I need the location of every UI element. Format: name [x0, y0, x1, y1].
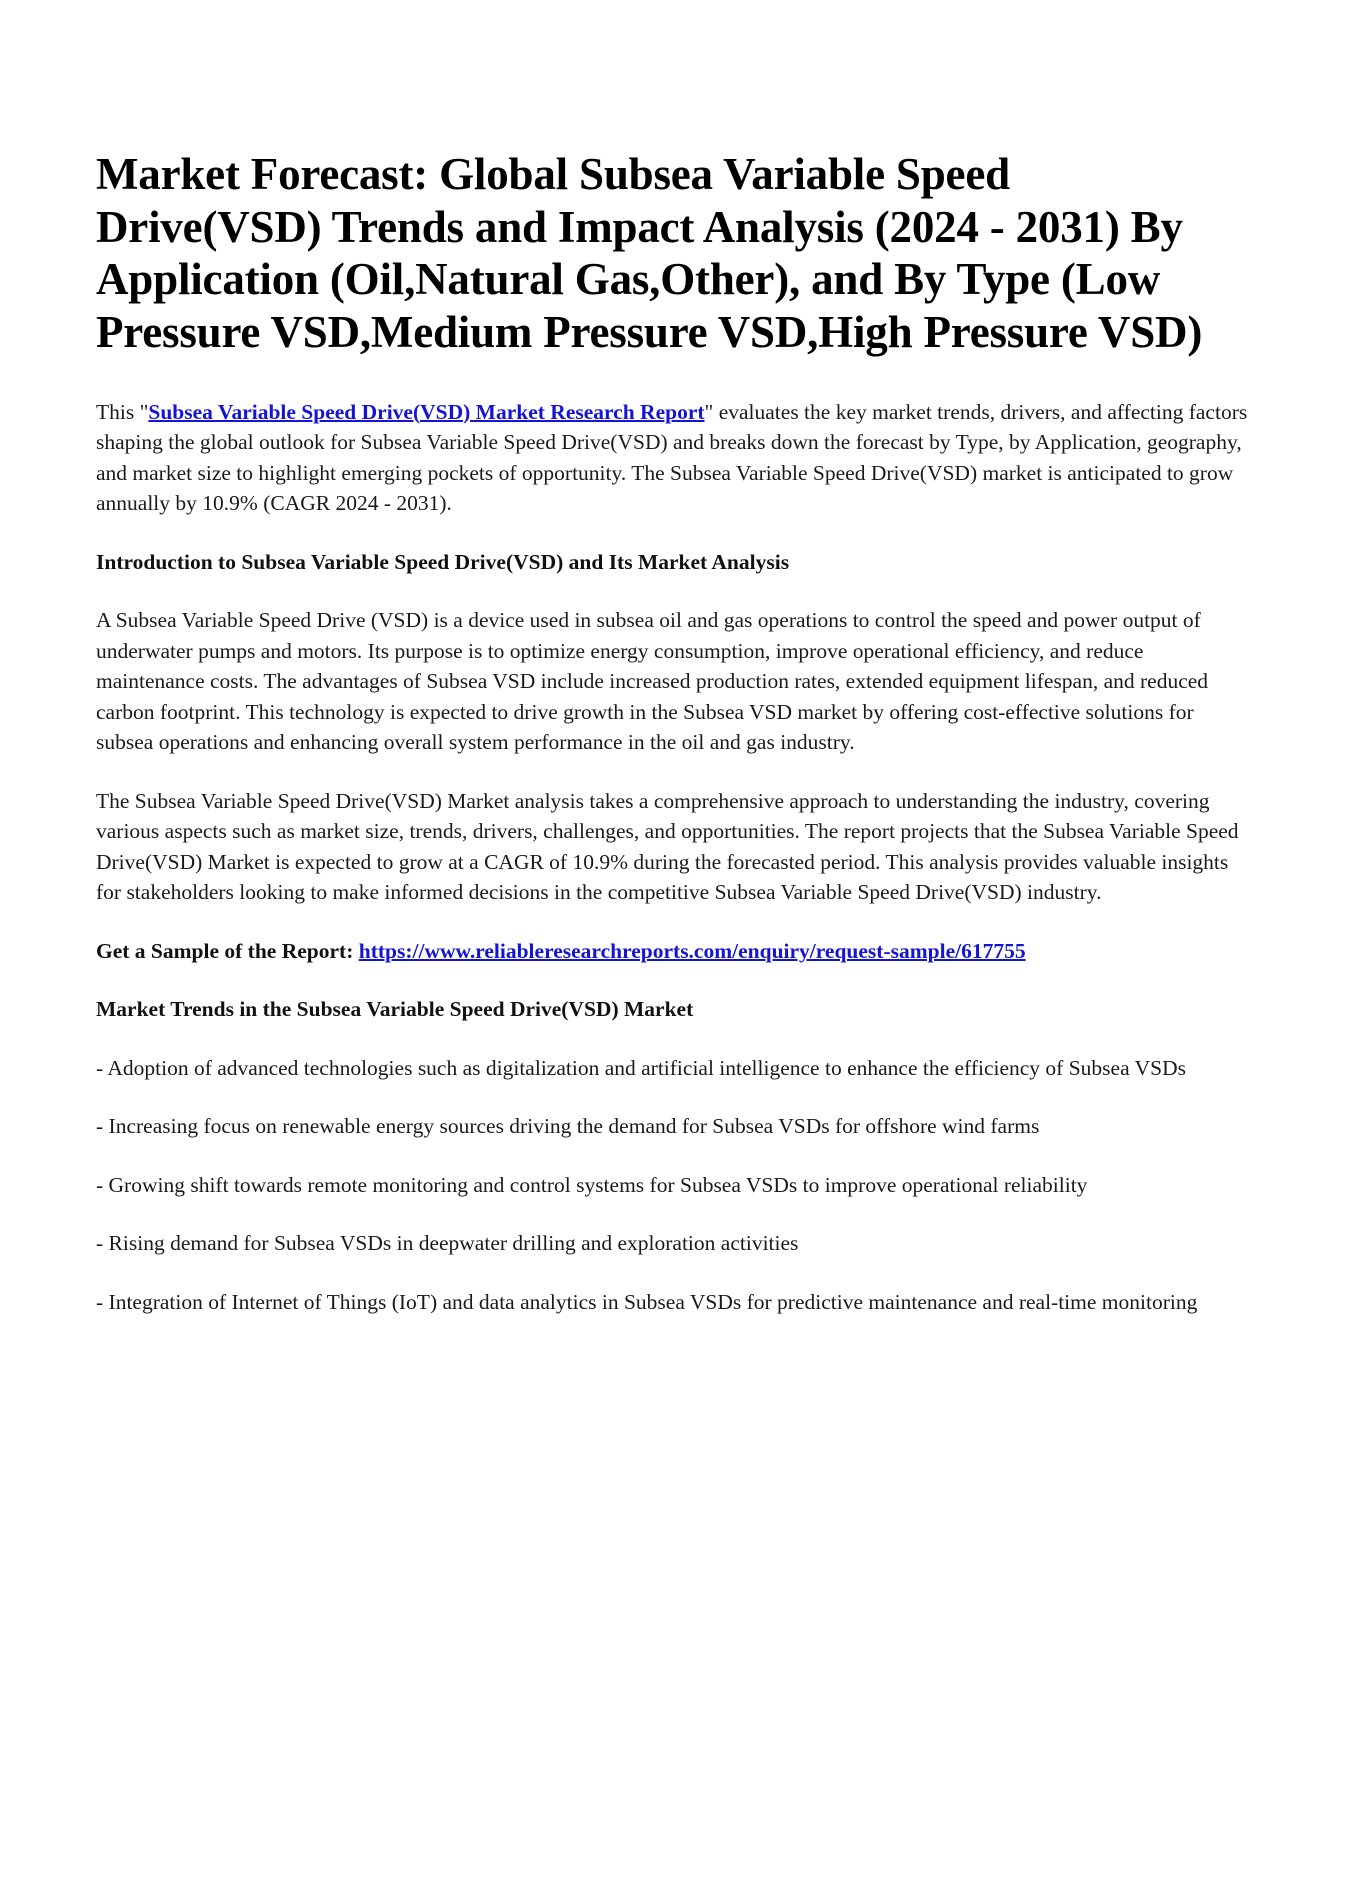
intro-paragraph	[96, 397, 1251, 519]
paragraph-market-analysis: The Subsea Variable Speed Drive(VSD) Market analysis takes a comprehensive approach to understanding the industry, covering various aspects such as market size, trends, drivers, challenges, and opportunities. The report projects that the Subsea Variable Speed Drive(VSD) Market is expected to grow at a CAGR of 10.9% during the forecasted period. This analysis provides valuable insights for stakeholders looking to make informed decisions in the competitive Subsea Variable Speed Drive(VSD) industry.	[96, 788, 1239, 905]
sample-cta	[96, 936, 1251, 967]
section-heading-introduction: Introduction to Subsea Variable Speed Drive(VSD) and Its Market Analysis	[96, 549, 790, 574]
list-item: - Adoption of advanced technologies such as digitalization and artificial intelligence to enhance the efficiency of Subsea VSDs	[96, 1055, 1186, 1080]
paragraph-definition: A Subsea Variable Speed Drive (VSD) is a device used in subsea oil and gas operations to control the speed and power output of underwater pumps and motors. Its purpose is to optimize energy consumption, improve operational efficiency, and reduce maintenance costs. The advantages of Subsea VSD include increased production rates, extended equipment lifespan, and reduced carbon footprint. This technology is expected to drive growth in the Subsea VSD market by offering cost-effective solutions for subsea operations and enhancing overall system performance in the oil and gas industry.	[96, 608, 1209, 755]
list-item: - Rising demand for Subsea VSDs in deepwater drilling and exploration activities	[96, 1231, 799, 1256]
market-research-report-link[interactable]: Subsea Variable Speed Drive(VSD) Market Research Report	[148, 399, 705, 424]
page-title: Market Forecast: Global Subsea Variable Speed Drive(VSD) Trends and Impact Analysis (2024 - 2031) By Application (Oil,Natural Gas,Other), and By Type (Low Pressure VSD,Medium Pressure VSD,High Pressure VSD)	[96, 149, 1203, 357]
sample-cta-label: Get a Sample of the Report:	[96, 938, 359, 963]
request-sample-link[interactable]: https://www.reliableresearchreports.com/enquiry/request-sample/617755	[358, 938, 1026, 963]
list-item: - Growing shift towards remote monitoring and control systems for Subsea VSDs to improve operational reliability	[96, 1172, 1088, 1197]
document-body	[96, 148, 1251, 1317]
section-heading-market-trends: Market Trends in the Subsea Variable Speed Drive(VSD) Market	[96, 997, 694, 1022]
intro-suffix: " evaluates the key market trends, drivers, and affecting factors shaping the global outlook for Subsea Variable Speed Drive(VSD) and breaks down the forecast by Type, by Application, geography, and market size to highlight emerging pockets of opportunity. The Subsea Variable Speed Drive(VSD) market is anticipated to grow annually by 10.9% (CAGR 2024 - 2031).	[96, 399, 1248, 516]
list-item: - Increasing focus on renewable energy sources driving the demand for Subsea VSDs for offshore wind farms	[96, 1114, 1040, 1139]
list-item: - Integration of Internet of Things (IoT) and data analytics in Subsea VSDs for predictive maintenance and real-time monitoring	[96, 1289, 1198, 1314]
intro-prefix: This "	[96, 399, 149, 424]
